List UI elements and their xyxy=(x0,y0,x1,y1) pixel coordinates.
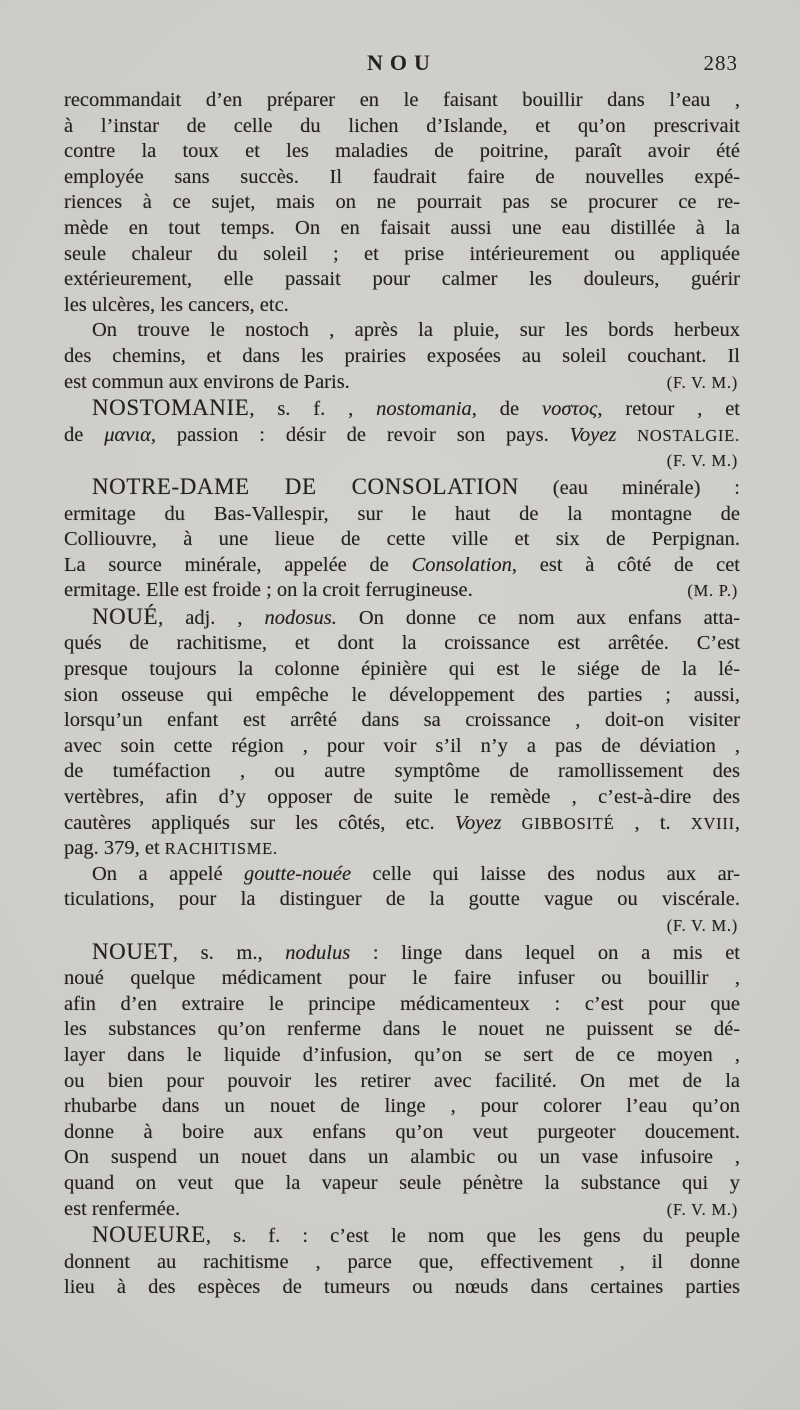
small-caps-text: XVIII xyxy=(690,813,735,833)
text-segment: ticulations, pour la distinguer de la goutte vague ou viscérale. xyxy=(64,888,740,911)
author-signature: (F. V. M.) xyxy=(666,1199,738,1219)
text-segment: recommandait d’en préparer en le faisant bouillir dans l’eau , xyxy=(64,89,740,111)
text-segment: sion osseuse qui empêche le développement des parties ; aussi, xyxy=(64,683,740,706)
small-caps-text: RACHITISME. xyxy=(164,839,278,859)
text-line xyxy=(64,1250,740,1276)
text-line xyxy=(64,527,740,553)
text-line xyxy=(64,139,740,165)
text-segment: celle qui laisse des nodus aux ar- xyxy=(351,862,740,885)
text-line xyxy=(64,1275,740,1301)
page-number: 283 xyxy=(703,51,738,75)
paragraph xyxy=(64,318,740,395)
text-line xyxy=(64,318,740,344)
text-line xyxy=(64,423,740,449)
text-line xyxy=(64,1197,740,1223)
text-line xyxy=(64,216,740,242)
text-segment: ermitage du Bas-Vallespir, sur le haut de la montagne de xyxy=(64,502,740,525)
text-line xyxy=(64,1017,740,1043)
text-segment: , s. m., xyxy=(172,941,286,964)
italic-text: nodosus. xyxy=(264,606,337,629)
text-line xyxy=(64,631,740,657)
text-line xyxy=(64,474,740,502)
text-line xyxy=(64,88,740,114)
text-segment xyxy=(616,424,637,446)
text-segment: : linge dans lequel on a mis et xyxy=(350,941,740,964)
text-segment: est commun aux environs de Paris. xyxy=(64,370,350,393)
small-caps-text: NOSTALGIE. xyxy=(637,425,740,445)
text-segment: noué quelque médicament pour le faire infuser ou bouillir , xyxy=(64,967,740,990)
italic-text: Consolation xyxy=(411,553,512,576)
greek-text: νοστος xyxy=(542,398,598,421)
text-segment: On suspend un nouet dans un alambic ou un vase infusoire , xyxy=(64,1146,740,1169)
paragraph xyxy=(64,474,740,604)
running-title: NOU xyxy=(367,50,437,75)
text-line xyxy=(64,448,740,474)
text-segment: pag. 379, et xyxy=(64,837,165,860)
text-segment: , adj. , xyxy=(158,606,265,629)
text-segment: contre la toux et les maladies de poitrine, paraît avoir été xyxy=(64,140,740,163)
text-line xyxy=(64,785,740,811)
author-signature: (F. V. M.) xyxy=(666,451,738,471)
text-line xyxy=(64,708,740,734)
text-line xyxy=(64,165,740,191)
text-segment: cautères appliqués sur les côtés, etc. xyxy=(64,811,455,834)
paragraph xyxy=(64,862,740,939)
entry-headword: NOTRE-DAME DE CONSOLATION xyxy=(92,473,519,499)
text-segment: riences à ce sujet, mais on ne pourrait pas se procurer ce re- xyxy=(64,191,740,214)
text-line xyxy=(64,114,740,140)
text-line xyxy=(64,992,740,1018)
text-segment: , passion : désir de revoir son pays. xyxy=(150,423,570,446)
text-segment: presque toujours la colonne épinière qui est le siége de la lé- xyxy=(64,658,740,681)
text-segment: de tuméfaction , ou autre symptôme de ramollissement des xyxy=(64,760,740,783)
text-segment: rhubarbe dans un nouet de linge , pour colorer l’eau qu’on xyxy=(64,1095,740,1118)
text-line xyxy=(64,344,740,370)
text-line xyxy=(64,1145,740,1171)
text-segment: qués de rachitisme, et dont la croissance est arrêtée. C’est xyxy=(64,632,740,655)
text-line xyxy=(64,190,740,216)
text-line xyxy=(64,1043,740,1069)
text-segment: vertèbres, afin d’y opposer de suite le remède , c’est-à-dire des xyxy=(64,786,740,809)
paragraph xyxy=(64,1222,740,1301)
paragraph xyxy=(64,604,740,862)
text-line xyxy=(64,267,740,293)
text-line xyxy=(64,1171,740,1197)
text-segment: On donne ce nom aux enfans atta- xyxy=(336,606,740,629)
page-header xyxy=(64,50,740,80)
text-segment: , est à côté de cet xyxy=(511,553,740,576)
paragraph xyxy=(64,88,740,318)
text-line xyxy=(64,759,740,785)
text-segment: est renfermée. xyxy=(64,1197,181,1220)
entry-headword: NOUÉ xyxy=(92,603,159,629)
entry-headword: NOUET xyxy=(92,938,173,964)
paragraph xyxy=(64,939,740,1223)
text-line xyxy=(64,939,740,967)
text-line xyxy=(64,395,740,423)
text-segment: ou bien pour pouvoir les retirer avec facilité. On met de la xyxy=(64,1069,740,1092)
text-segment: afin d’en extraire le principe médicamenteux : c’est pour que xyxy=(64,992,740,1015)
text-segment: mède en tout temps. On en faisait aussi une eau distillée à la xyxy=(64,216,740,239)
text-segment: donnent au rachitisme , parce que, effectivement , il donne xyxy=(64,1250,740,1273)
italic-text: Voyez xyxy=(569,423,617,446)
text-segment: quand on veut que la vapeur seule pénètre la substance qui y xyxy=(64,1171,740,1194)
text-segment: de xyxy=(64,423,105,446)
text-segment: les ulcères, les cancers, etc. xyxy=(64,293,289,316)
text-segment: seule chaleur du soleil ; et prise intérieurement ou appliquée xyxy=(64,242,740,265)
text-segment: , retour , et xyxy=(597,398,740,421)
text-line xyxy=(64,604,740,632)
text-segment: On a appelé xyxy=(92,862,245,885)
text-line xyxy=(64,657,740,683)
text-line xyxy=(64,1069,740,1095)
author-signature: (M. P.) xyxy=(687,581,738,601)
text-line xyxy=(64,1120,740,1146)
text-segment: , s. f. , xyxy=(249,398,377,421)
small-caps-text: GIBBOSITÉ xyxy=(521,813,615,833)
text-segment: les substances qu’on renferme dans le nouet ne puissent se dé- xyxy=(64,1018,740,1041)
text-line xyxy=(64,370,740,396)
italic-text: nostomania xyxy=(376,398,472,421)
text-segment: layer dans le liquide d’infusion, qu’on se sert de ce moyen , xyxy=(64,1043,740,1066)
text-segment: employée sans succès. Il faudrait faire de nouvelles expé- xyxy=(64,165,740,188)
text-line xyxy=(64,293,740,319)
text-segment: lorsqu’un enfant est arrêté dans sa croissance , doit-on visiter xyxy=(64,709,740,732)
text-segment: avec soin cette région , pour voir s’il n’y a pas de déviation , xyxy=(64,734,740,757)
author-signature: (F. V. M.) xyxy=(666,916,738,935)
entry-headword: NOSTOMANIE xyxy=(92,395,250,421)
text-segment: La source minérale, appelée de xyxy=(64,553,412,576)
text-column xyxy=(64,88,740,1301)
text-segment xyxy=(64,370,350,396)
author-signature: (F. V. M.) xyxy=(666,372,738,392)
text-segment: des chemins, et dans les prairies exposées au soleil couchant. Il xyxy=(64,344,740,367)
text-segment xyxy=(64,1197,180,1223)
text-segment: , xyxy=(734,811,740,834)
text-segment: , t. xyxy=(614,811,691,834)
text-line xyxy=(64,502,740,528)
text-segment: à l’instar de celle du lichen d’Islande, et qu’on prescrivait xyxy=(64,114,740,137)
greek-text: μανια xyxy=(104,423,151,446)
text-segment: , s. f. : c’est le nom que les gens du peuple xyxy=(205,1225,740,1248)
text-line xyxy=(64,913,740,939)
entry-headword: NOUEURE xyxy=(92,1222,206,1248)
text-line xyxy=(64,887,740,913)
text-segment xyxy=(501,812,521,834)
text-segment: ermitage. Elle est froide ; on la croit ferrugineuse. xyxy=(64,579,473,602)
text-line xyxy=(64,862,740,888)
text-line xyxy=(64,578,740,604)
text-segment: (eau minérale) : xyxy=(518,476,740,499)
italic-text: Voyez xyxy=(454,811,502,834)
italic-text: goutte-nouée xyxy=(244,862,352,885)
text-segment: extérieurement, elle passait pour calmer les douleurs, guérir xyxy=(64,268,740,291)
text-segment: lieu à des espèces de tumeurs ou nœuds dans certaines parties xyxy=(64,1276,740,1299)
text-line xyxy=(64,734,740,760)
text-line xyxy=(64,966,740,992)
text-segment: Colliouvre, à une lieue de cette ville et six de Perpignan. xyxy=(64,528,740,551)
text-line xyxy=(64,1222,740,1250)
text-segment xyxy=(64,578,473,604)
text-segment: , de xyxy=(471,398,543,421)
text-line xyxy=(64,553,740,579)
text-line xyxy=(64,1094,740,1120)
text-line xyxy=(64,242,740,268)
text-segment: donne à boire aux enfans qu’on veut purgeoter doucement. xyxy=(64,1120,740,1143)
text-segment: On trouve le nostoch , après la pluie, sur les bords herbeux xyxy=(92,319,740,342)
text-line xyxy=(64,683,740,709)
paragraph xyxy=(64,395,740,474)
text-line xyxy=(64,811,740,837)
italic-text: nodulus xyxy=(285,941,351,964)
text-line xyxy=(64,836,740,862)
